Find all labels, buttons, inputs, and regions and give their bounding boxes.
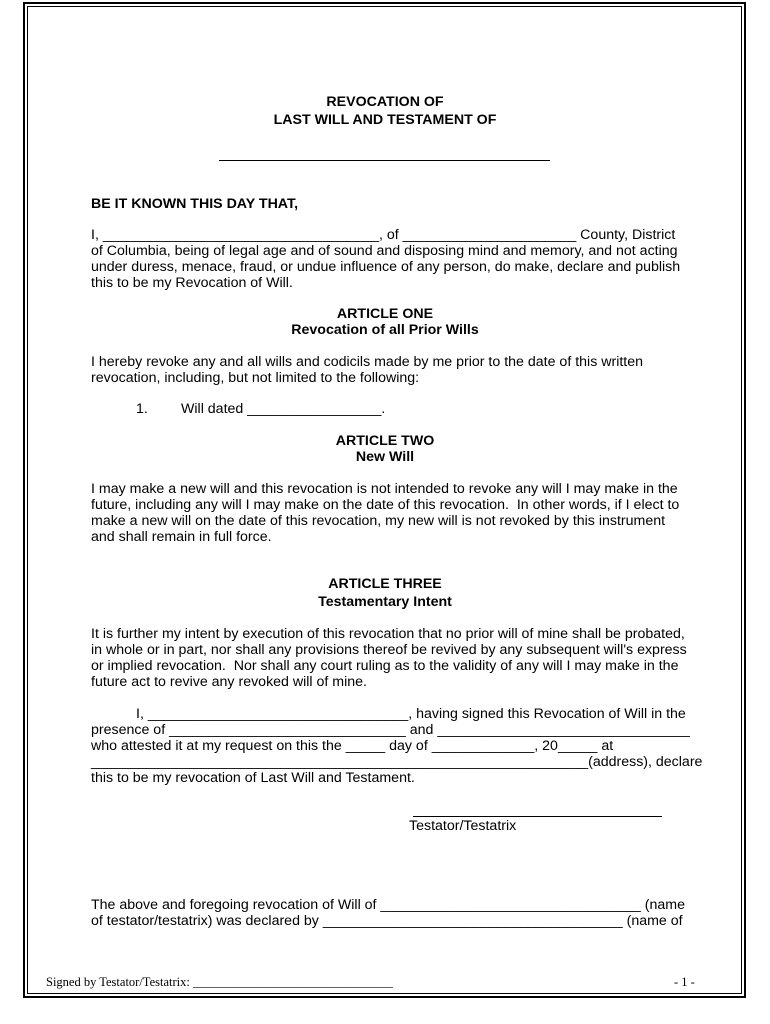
article-one-subheading: Revocation of all Prior Wills (291, 322, 479, 338)
article-two-heading: ARTICLE TWO (335, 433, 435, 449)
article-two-line-1: I may make a new will and this revocation is not intended to revoke any will I may make in the (91, 481, 678, 497)
article-three-line-2: in whole or in part, nor shall any provisions thereof be revived by any subsequent will's express (91, 642, 687, 658)
article-two-line-2: future, including any will I may make on the date of this revocation. In other words, if I elect to (91, 497, 680, 513)
intro-line-3: under duress, menace, fraud, or undue influence of any person, do make, declare and publish (91, 259, 681, 275)
intro-line-2: of Columbia, being of legal age and of sound and disposing mind and memory, and not acting (91, 243, 678, 259)
testator-signature-line (413, 816, 662, 817)
article-two-line-4: and shall remain in full force. (91, 529, 272, 545)
article-three-line-4: future act to revive any revoked will of mine. (91, 674, 367, 690)
intro-heading: BE IT KNOWN THIS DAY THAT, (91, 196, 299, 212)
article-three-heading: ARTICLE THREE (328, 576, 442, 592)
article-three-subheading: Testamentary Intent (318, 594, 452, 610)
article-one-line-1: I hereby revoke any and all wills and codicils made by me prior to the date of this written (91, 354, 644, 370)
attestation-line-2: of testator/testatrix) was declared by ______________________________________ (name of (91, 913, 683, 929)
execution-line-1: I, _________________________________, having signed this Revocation of Will in the (136, 706, 686, 722)
intro-line-1: I, ___________________________________, of ______________________ County, District (91, 227, 676, 243)
execution-line-3: who attested it at my request on this the _____ day of _____________, 20_____ at (91, 738, 614, 754)
execution-line-4: _______________________________________________________________(address), declare (91, 754, 703, 770)
article-two-subheading: New Will (355, 449, 415, 465)
article-one-heading: ARTICLE ONE (336, 306, 434, 322)
list-item-will-dated: Will dated _________________. (181, 401, 386, 417)
article-one-line-2: revocation, including, but not limited to the following: (91, 370, 420, 386)
footer-page-number: - 1 - (674, 975, 695, 989)
signature-label: Testator/Testatrix (409, 818, 517, 834)
article-three-line-1: It is further my intent by execution of this revocation that no prior will of mine shall be probated, (91, 626, 685, 642)
intro-line-4: this to be my Revocation of Will. (91, 275, 293, 291)
title-line-1: REVOCATION OF (326, 94, 444, 110)
list-item-number: 1. (136, 401, 148, 417)
article-two-line-3: make a new will on the date of this revocation, my new will is not revoked by this instrument (91, 513, 666, 529)
attestation-line-1: The above and foregoing revocation of Will of _________________________________ (name (91, 897, 685, 913)
article-three-line-3: or implied revocation. Nor shall any court ruling as to the validity of any will I may make in the (91, 658, 679, 674)
execution-line-5: this to be my revocation of Last Will and Testament. (91, 770, 415, 786)
testator-name-line (219, 160, 550, 161)
title-line-2: LAST WILL AND TESTAMENT OF (273, 112, 497, 128)
footer-signed-by: Signed by Testator/Testatrix: ________________________________ (46, 975, 393, 989)
execution-line-2: presence of ______________________________ and ________________________________ (91, 722, 690, 738)
